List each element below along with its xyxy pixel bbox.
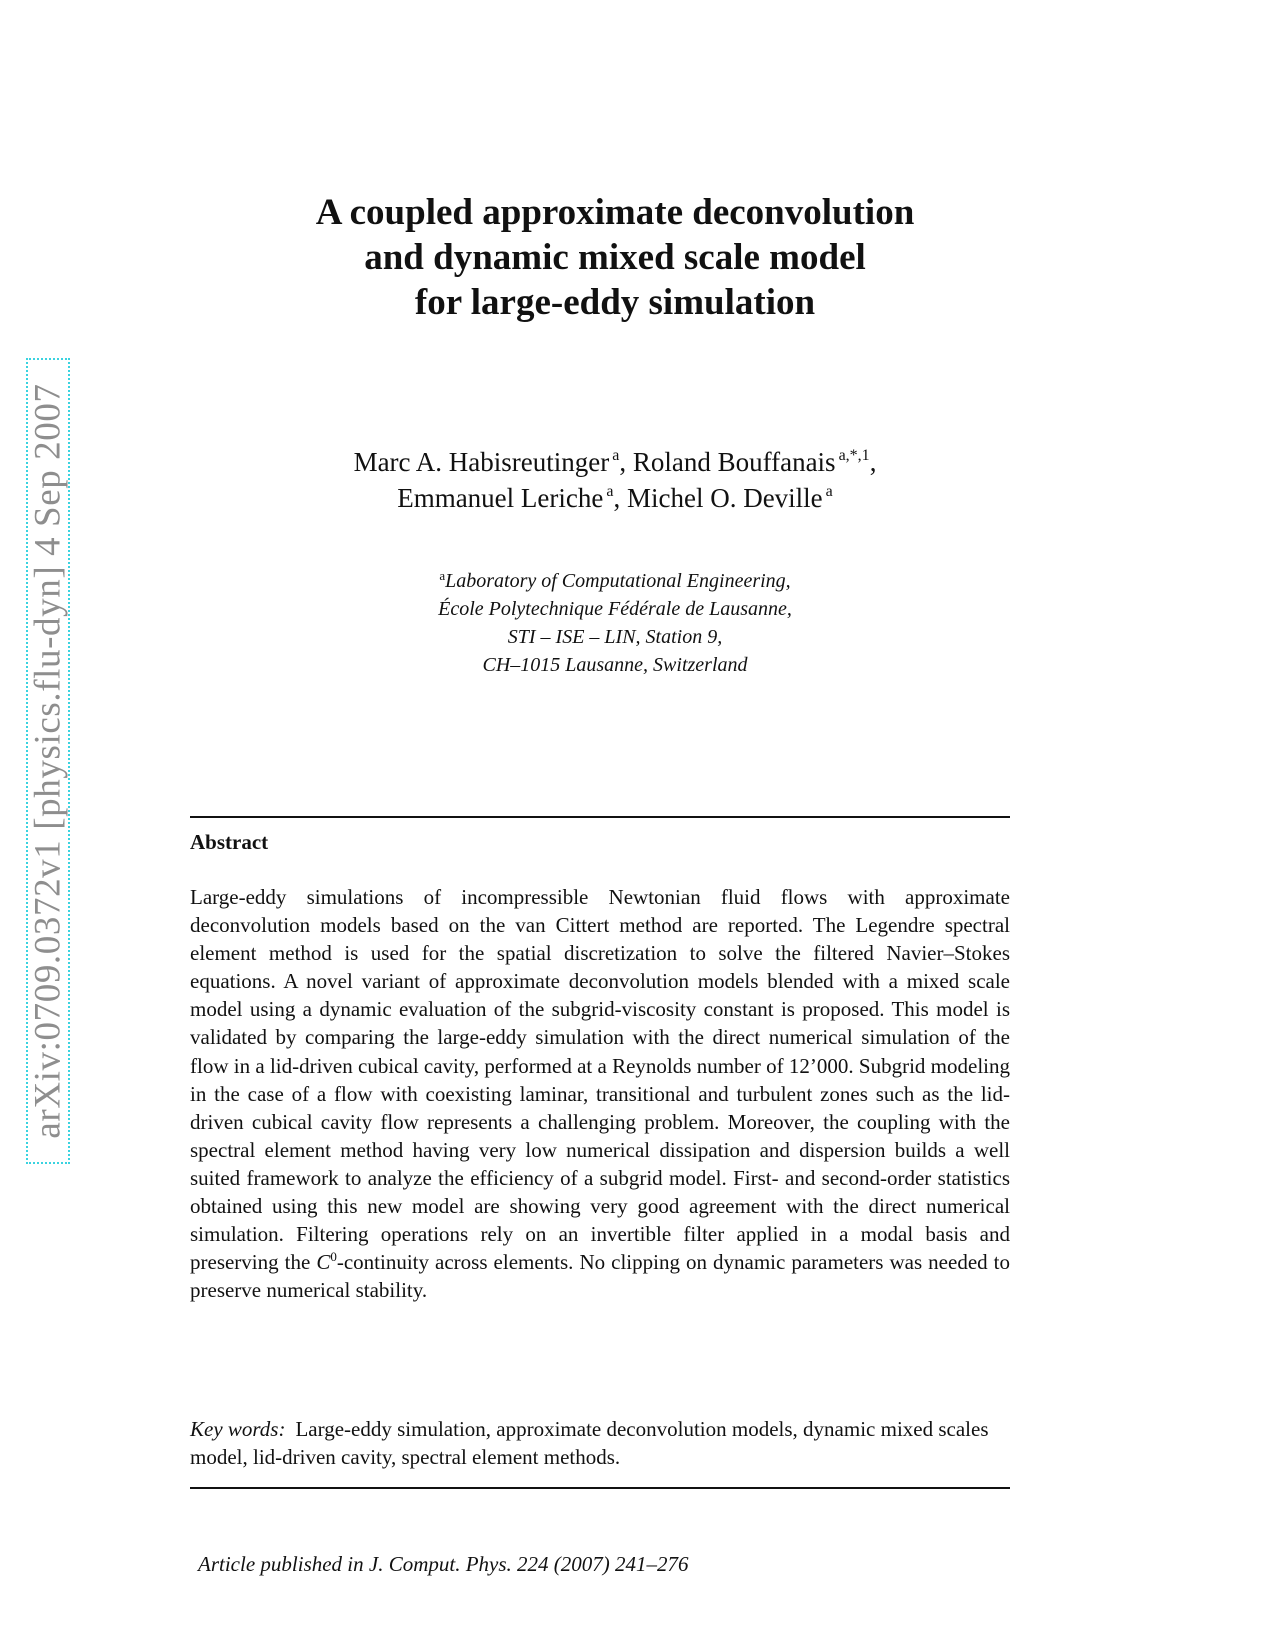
keywords-label: Key words: bbox=[190, 1417, 286, 1441]
title-line: for large-eddy simulation bbox=[414, 282, 816, 323]
title-line: and dynamic mixed scale model bbox=[364, 237, 866, 278]
author-line: Emmanuel Leriche $^a$, Michel O. Deville $^a$ bbox=[397, 483, 833, 513]
author-affiliation-marker: a bbox=[612, 447, 620, 464]
publication-note: Article published in J. Comput. Phys. 224 (2007) 241–276 bbox=[198, 1552, 689, 1576]
affiliation-line bbox=[190, 567, 1040, 595]
keywords bbox=[190, 1415, 1010, 1471]
affiliation-line: STI – ISE – LIN, Station 9, bbox=[507, 626, 723, 648]
abstract-text-part: -continuity across elements. No clipping on dynamic parameters was needed to preserve numerical stability. bbox=[190, 1250, 1010, 1303]
paper-title bbox=[190, 190, 1040, 325]
affiliation bbox=[190, 567, 1040, 679]
author-affiliation-marker: a bbox=[825, 483, 833, 500]
continuity-symbol: C bbox=[316, 1250, 331, 1275]
author-name: Michel O. Deville bbox=[626, 483, 823, 513]
abstract-text bbox=[190, 883, 1010, 1304]
author-name: Emmanuel Leriche bbox=[397, 483, 604, 513]
author-name: Marc A. Habisreutinger bbox=[353, 447, 610, 477]
author-list bbox=[190, 444, 1040, 516]
author-affiliation-marker: a,*,1 bbox=[838, 447, 870, 464]
affiliation-text: Laboratory of Computational Engineering, bbox=[445, 570, 791, 592]
arxiv-identifier: arXiv:0709.0372v1 [physics.flu-dyn] 4 Sep 2007 bbox=[27, 383, 69, 1139]
affiliation-line: CH–1015 Lausanne, Switzerland bbox=[482, 654, 748, 676]
author-affiliation-marker: a bbox=[606, 483, 614, 500]
arxiv-stamp bbox=[26, 358, 70, 1164]
abstract-top-rule bbox=[190, 816, 1010, 818]
affiliation-line: École Polytechnique Fédérale de Lausanne, bbox=[438, 598, 792, 620]
affiliation-marker: a bbox=[439, 568, 446, 583]
author-line: Marc A. Habisreutinger $^a$, Roland Bouffanais $^{a,*,1}$, bbox=[353, 447, 877, 477]
abstract-heading: Abstract bbox=[190, 830, 269, 854]
abstract-bottom-rule bbox=[190, 1487, 1010, 1489]
continuity-superscript: 0 bbox=[330, 1249, 337, 1265]
abstract-text-part: Large-eddy simulations of incompressible Newtonian fluid flows with approximate deconvolution models based on the van Cittert method are reported. The Legendre spectral element method is used for the spatial discretization to solve the filtered Navier–Stokes equations. A novel variant of approximate deconvolution models blended with a mixed scale model using a dynamic evaluation of the subgrid-viscosity constant is proposed. This model is validated by comparing the large-eddy simulation with the direct numerical simulation of the flow in a lid-driven cubical cavity, performed at a Reynolds number of 12’000. Subgrid modeling in the case of a flow with coexisting laminar, transitional and turbulent zones such as the lid-driven cubical cavity flow represents a challenging problem. Moreover, the coupling with the spectral element method having very low numerical dissipation and dispersion builds a well suited framework to analyze the efficiency of a subgrid model. First- and second-order statistics obtained using this new model are showing very good agreement with the direct numerical simulation. Filtering operations rely on an invertible filter applied in a modal basis and preserving the bbox=[190, 885, 1010, 1275]
title-line: A coupled approximate deconvolution bbox=[315, 192, 915, 233]
keywords-text: Large-eddy simulation, approximate deconvolution models, dynamic mixed scales model, lid-driven cavity, spectral element methods. bbox=[190, 1417, 989, 1469]
author-name: Roland Bouffanais bbox=[632, 447, 836, 477]
